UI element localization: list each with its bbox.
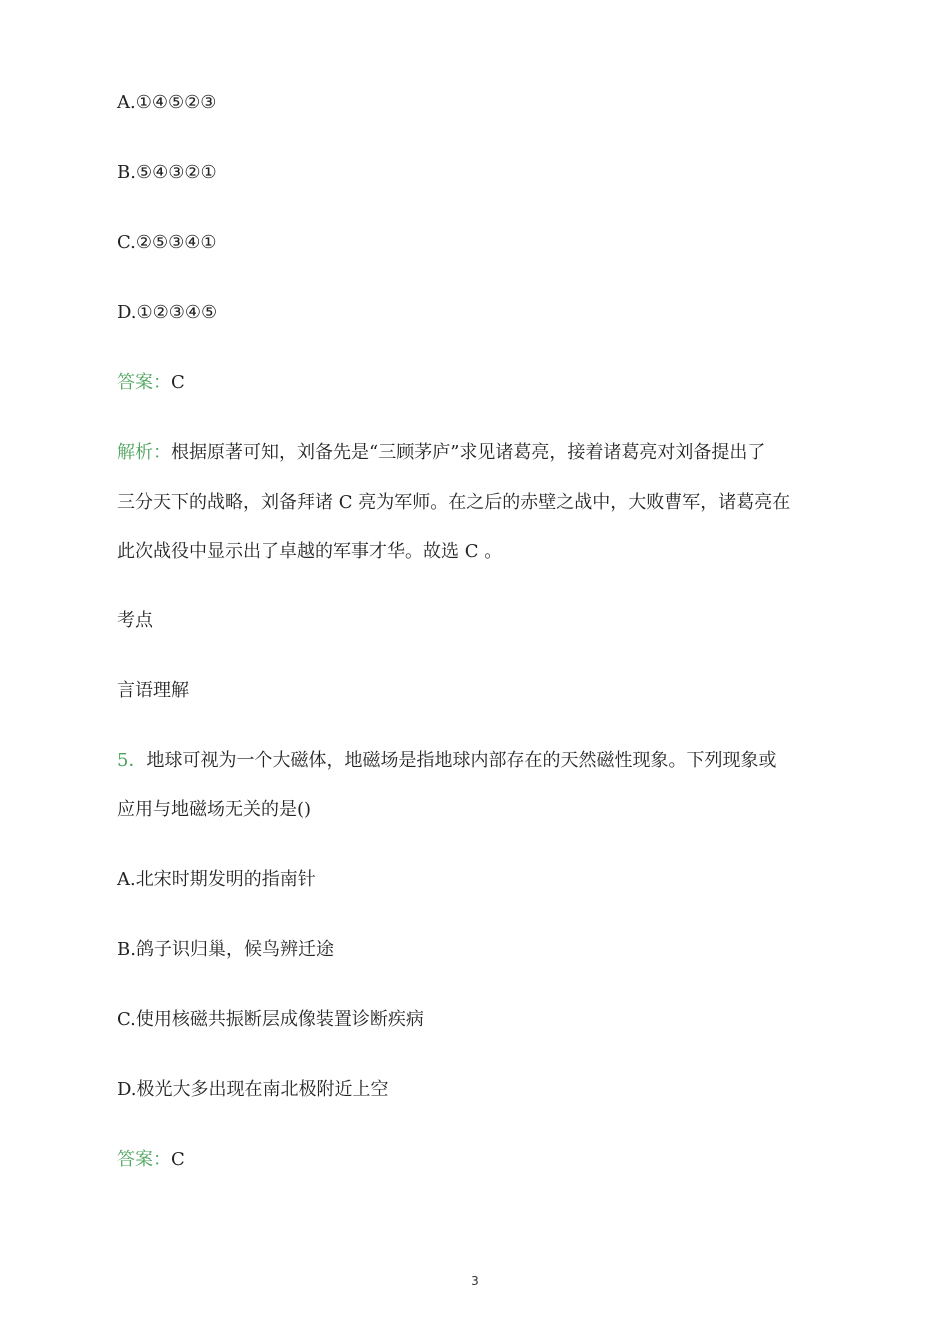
kaodian-label: 考点 xyxy=(117,610,153,631)
option-d: D.①②③④⑤ xyxy=(117,302,218,323)
answer-value: C xyxy=(171,372,185,393)
q5-option-d: D.极光大多出现在南北极附近上空 xyxy=(117,1079,389,1100)
question-number: 5． xyxy=(117,750,147,771)
analysis-line-3: 此次战役中显示出了卓越的军事才华。故选 C 。 xyxy=(117,541,503,562)
q5-answer-label: 答案： xyxy=(117,1149,171,1170)
analysis-label: 解析： xyxy=(117,442,171,463)
page-number: 3 xyxy=(471,1274,479,1288)
kaodian-value: 言语理解 xyxy=(117,680,189,701)
q5-answer-value: C xyxy=(171,1149,185,1170)
question-5-stem-line-2: 应用与地磁场无关的是() xyxy=(117,799,312,820)
q5-option-a: A.北宋时期发明的指南针 xyxy=(117,869,316,890)
q5-option-c: C.使用核磁共振断层成像装置诊断疾病 xyxy=(117,1009,424,1030)
analysis-line-2: 三分天下的战略，刘备拜诸 C 亮为军师。在之后的赤壁之战中，大败曹军，诸葛亮在 xyxy=(117,492,791,513)
q5-option-b: B.鸽子识归巢，候鸟辨迁途 xyxy=(117,939,334,960)
question-5-stem-line-1 xyxy=(117,750,776,772)
option-c: C.②⑤③④① xyxy=(117,232,217,253)
answer-label: 答案： xyxy=(117,372,171,393)
analysis-text-1: 根据原著可知，刘备先是“三顾茅庐”求见诸葛亮，接着诸葛亮对刘备提出了 xyxy=(171,442,766,463)
option-b: B.⑤④③②① xyxy=(117,162,217,183)
option-a: A.①④⑤②③ xyxy=(117,92,217,113)
question-stem-1: 地球可视为一个大磁体，地磁场是指地球内部存在的天然磁性现象。下列现象或 xyxy=(146,750,777,771)
answer-line xyxy=(117,372,185,394)
analysis-line-1 xyxy=(117,442,765,464)
q5-answer-line xyxy=(117,1149,185,1171)
